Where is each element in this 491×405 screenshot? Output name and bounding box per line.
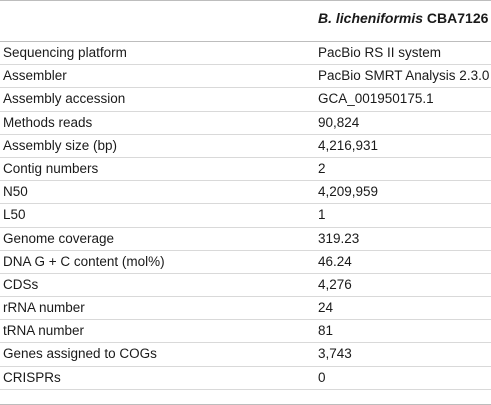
row-label: Assembly size (bp) (3, 137, 118, 153)
row-label: Genes assigned to COGs (3, 346, 157, 362)
row-label: Assembler (3, 68, 67, 84)
row-value: 4,276 (318, 276, 352, 292)
table-row (0, 65, 491, 88)
table-row (0, 274, 491, 297)
row-label: CRISPRs (3, 369, 61, 385)
row-label: Contig numbers (3, 160, 99, 176)
table-row (0, 367, 491, 390)
row-value: PacBio SMRT Analysis 2.3.0 (318, 68, 490, 84)
table-row (0, 158, 491, 181)
table-row (0, 297, 491, 320)
row-label: Genome coverage (3, 230, 115, 246)
table-row (0, 88, 491, 111)
column-header-strain (318, 10, 488, 26)
row-label: Sequencing platform (3, 45, 127, 60)
table-row (0, 251, 491, 274)
row-value: 3,743 (318, 346, 352, 362)
row-value: 4,216,931 (318, 137, 379, 153)
row-label: tRNA number (3, 323, 85, 339)
row-value: 46.24 (318, 253, 352, 269)
row-value: PacBio RS II system (318, 45, 442, 60)
row-label: Assembly accession (3, 91, 126, 107)
row-value: 0 (318, 369, 326, 385)
row-value: 2 (318, 160, 326, 176)
table-row (0, 343, 491, 366)
row-value: 4,209,959 (318, 184, 379, 200)
header-species: B. licheniformis (318, 10, 424, 26)
table-row (0, 135, 491, 158)
table-row (0, 42, 491, 65)
row-label: L50 (3, 207, 26, 223)
row-label: DNA G + C content (mol%) (3, 253, 165, 269)
table-row (0, 204, 491, 227)
row-label: CDSs (3, 276, 39, 292)
table-row (0, 320, 491, 343)
row-label: rRNA number (3, 300, 85, 316)
table-header-row (0, 0, 491, 42)
row-value: 1 (318, 207, 326, 223)
row-label: Methods reads (3, 114, 93, 130)
table-row (0, 112, 491, 135)
row-label: N50 (3, 184, 28, 200)
row-value: 90,824 (318, 114, 360, 130)
row-value: 81 (318, 323, 334, 339)
table-row (0, 181, 491, 204)
table-row (0, 228, 491, 251)
row-value: 24 (318, 300, 334, 316)
row-value: GCA_001950175.1 (318, 91, 434, 107)
header-strain: CBA7126 (426, 10, 489, 26)
row-value: 319.23 (318, 230, 360, 246)
table-body (0, 42, 491, 390)
